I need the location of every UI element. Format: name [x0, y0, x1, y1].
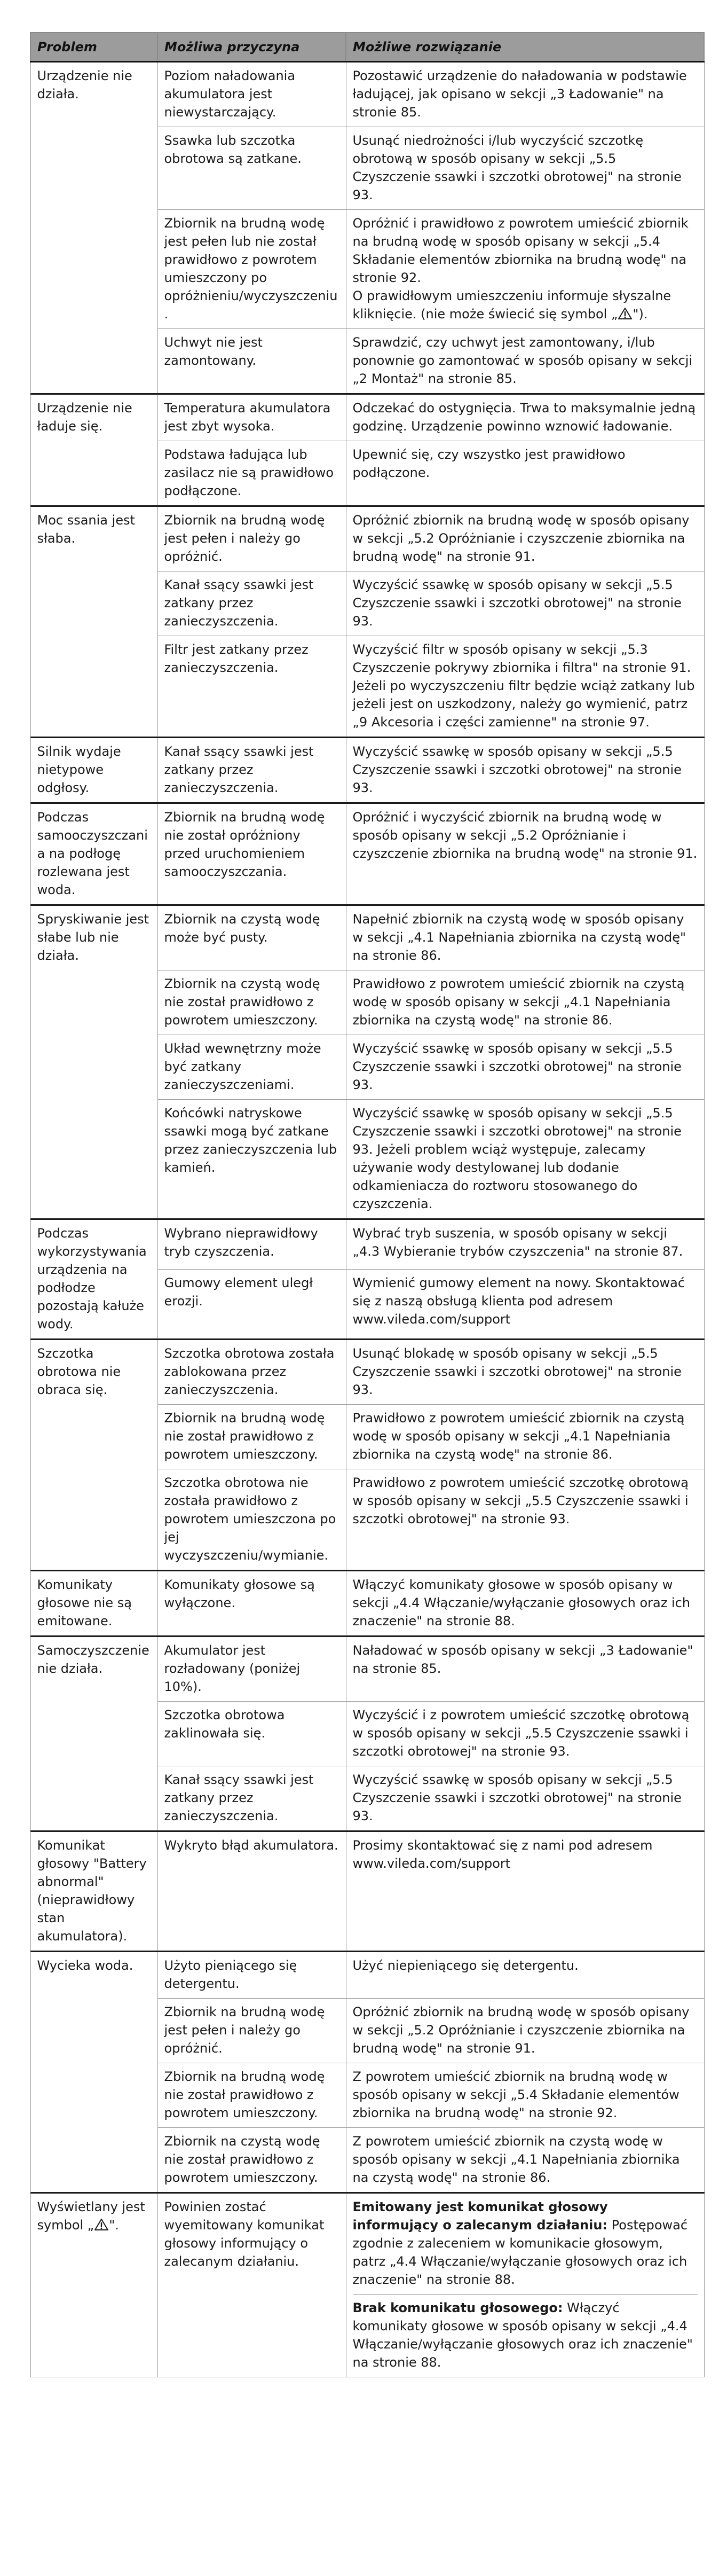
solution-cell [346, 1999, 704, 2063]
cause-cell: Filtr jest zatkany przez zanieczyszczenia. [157, 636, 346, 738]
solution-text: Usunąć blokadę w sposób opisany w sekcji „5.5 Czyszczenie ssawki i szczotki obrotowej" na stronie 93. [352, 1346, 682, 1397]
header-solution: Możliwe rozwiązanie [346, 33, 704, 62]
solution-text: Prosimy skontaktować się z nami pod adresem www.vileda.com/support [352, 1838, 653, 1871]
problem-cell: Urządzenie nie działa. [30, 62, 157, 394]
solution-cell [346, 1219, 704, 1270]
problem-cell: Moc ssania jest słaba. [30, 506, 157, 738]
cause-cell: Zbiornik na brudną wodę nie został prawidłowo z powrotem umieszczony. [157, 1405, 346, 1469]
solution-cell [346, 2063, 704, 2128]
solution-text: Napełnić zbiornik na czystą wodę w sposób opisany w sekcji „4.1 Napełniania zbiornika na czystą wodę" na stronie 86. [352, 912, 686, 963]
solution-text: Włączyć komunikaty głosowe w sposób opisany w sekcji „4.4 Włączanie/wyłączanie głosowych oraz ich znaczenie" na stronie 88. [352, 2300, 693, 2370]
table-row [30, 1219, 704, 1270]
solution-note-text: O prawidłowym umieszczeniu informuje słyszalne kliknięcie. (nie może świecić się symbol „ [352, 288, 671, 322]
solution-cell [346, 1405, 704, 1469]
table-row [30, 803, 704, 905]
table-header-row [30, 33, 704, 62]
table-row [30, 2193, 704, 2377]
problem-cell: Komunikaty głosowe nie są emitowane. [30, 1571, 157, 1637]
table-row [30, 1637, 704, 1702]
cause-cell: Zbiornik na brudną wodę jest pełen lub nie został prawidłowo z powrotem umieszczony po opróżnieniu/wyczyszczeniu. [157, 210, 346, 329]
solution-text: Prawidłowo z powrotem umieścić szczotkę obrotową w sposób opisany w sekcji „5.5 Czyszczenie ssawki i szczotki obrotowej" na stronie 93. [352, 1475, 689, 1526]
solution-cell [346, 1100, 704, 1219]
solution-text: Odczekać do ostygnięcia. Trwa to maksymalnie jedną godzinę. Urządzenie powinno wznowić ładowanie. [352, 401, 696, 434]
solution-text: Wyczyścić ssawkę w sposób opisany w sekcji „5.5 Czyszczenie ssawki i szczotki obrotowej" na stronie 93. [352, 1041, 682, 1092]
solution-text: Wymienić gumowy element na nowy. Skontaktować się z naszą obsługą klienta pod adresem www.vileda.com/support [352, 1275, 685, 1327]
table-row [30, 1571, 704, 1637]
cause-cell: Szczotka obrotowa została zablokowana przez zanieczyszczenia. [157, 1340, 346, 1405]
solution-cell [346, 329, 704, 394]
solution-paragraph [353, 2294, 698, 2371]
solution-cell [346, 970, 704, 1035]
cause-cell: Gumowy element uległ erozji. [157, 1270, 346, 1340]
solution-cell [346, 738, 704, 803]
header-cause: Możliwa przyczyna [157, 33, 346, 62]
solution-cell [346, 1702, 704, 1766]
warning-triangle-icon [618, 307, 633, 319]
solution-text: Sprawdzić, czy uchwyt jest zamontowany, i/lub ponownie go zamontować w sposób opisany w sekcji „2 Montaż" na stronie 85. [352, 335, 693, 386]
solution-note [353, 287, 698, 323]
cause-cell: Powinien zostać wyemitowany komunikat głosowy informujący o zalecanym działaniu. [157, 2193, 346, 2377]
cause-cell: Temperatura akumulatora jest zbyt wysoka. [157, 394, 346, 441]
solution-text: Wyczyścić i z powrotem umieścić szczotkę obrotową w sposób opisany w sekcji „5.5 Czyszczenie ssawki i szczotki obrotowej" na stronie 93. [352, 1708, 690, 1759]
troubleshooting-page [30, 32, 704, 2377]
solution-note-end: "). [633, 307, 648, 322]
problem-cell: Spryskiwanie jest słabe lub nie działa. [30, 905, 157, 1219]
table-row [30, 1340, 704, 1405]
problem-cell [30, 2193, 157, 2377]
solution-cell [346, 62, 704, 127]
solution-cell [346, 1270, 704, 1340]
solution-cell [346, 210, 704, 329]
solution-cell [346, 905, 704, 970]
troubleshooting-table [30, 32, 705, 2377]
table-body [30, 62, 704, 2377]
cause-cell: Kanał ssący ssawki jest zatkany przez zanieczyszczenia. [157, 738, 346, 803]
cause-cell: Zbiornik na brudną wodę jest pełen i należy go opróżnić. [157, 506, 346, 571]
cause-cell: Kanał ssący ssawki jest zatkany przez zanieczyszczenia. [157, 1766, 346, 1831]
solution-text: Opróżnić i wyczyścić zbiornik na brudną wodę w sposób opisany w sekcji „5.2 Opróżnianie i czyszczenie zbiornika na brudną wodę" na stronie 91. [352, 810, 698, 861]
cause-cell: Szczotka obrotowa zaklinowała się. [157, 1702, 346, 1766]
solution-cell [346, 1952, 704, 1999]
solution-text: Wyczyścić filtr w sposób opisany w sekcji „5.3 Czyszczenie pokrywy zbiornika i filtra" na stronie 91. Jeżeli po wyczyszczeniu filtr będzie wciąż zatkany lub jeżeli jest on uszkodzony, należy go wymienić, patrz „9 Akcesoria i części zamienne" na stronie 97. [352, 642, 695, 730]
solution-cell [346, 803, 704, 905]
solution-text: Usunąć niedrożności i/lub wyczyścić szczotkę obrotową w sposób opisany w sekcji „5.5 Czyszczenie ssawki i szczotki obrotowej" na stronie 93. [352, 133, 682, 202]
solution-text: Z powrotem umieścić zbiornik na czystą wodę w sposób opisany w sekcji „4.1 Napełniania zbiornika na czystą wodę" na stronie 86. [352, 2134, 680, 2185]
solution-cell [346, 1766, 704, 1831]
solution-text: Wyczyścić ssawkę w sposób opisany w sekcji „5.5 Czyszczenie ssawki i szczotki obrotowej" na stronie 93. [352, 577, 682, 629]
solution-text: Pozostawić urządzenie do naładowania w podstawie ładującej, jak opisano w sekcji „3 Ładowanie" na stronie 85. [352, 68, 687, 120]
cause-cell: Ssawka lub szczotka obrotowa są zatkane. [157, 127, 346, 210]
cause-cell: Poziom naładowania akumulatora jest niewystarczający. [157, 62, 346, 127]
solution-lead: Brak komunikatu głosowego: [352, 2300, 563, 2315]
solution-cell [346, 1469, 704, 1571]
solution-text: Opróżnić zbiornik na brudną wodę w sposób opisany w sekcji „5.2 Opróżnianie i czyszczenie zbiornika na brudną wodę" na stronie 91. [352, 513, 690, 564]
solution-cell [346, 394, 704, 441]
cause-cell: Podstawa ładująca lub zasilacz nie są prawidłowo podłączone. [157, 441, 346, 506]
table-row [30, 1952, 704, 1999]
solution-text: Wyczyścić ssawkę w sposób opisany w sekcji „5.5 Czyszczenie ssawki i szczotki obrotowej" na stronie 93. [352, 744, 682, 795]
solution-cell [346, 1831, 704, 1952]
problem-text-end: ". [109, 2218, 119, 2233]
solution-text: Naładować w sposób opisany w sekcji „3 Ładowanie" na stronie 85. [352, 1643, 693, 1676]
warning-triangle-icon [94, 2218, 109, 2230]
cause-cell: Zbiornik na czystą wodę może być pusty. [157, 905, 346, 970]
solution-text: Wybrać tryb suszenia, w sposób opisany w sekcji „4.3 Wybieranie trybów czyszczenia" na stronie 87. [352, 1226, 683, 1259]
table-row [30, 62, 704, 127]
solution-text: Użyć niepieniącego się detergentu. [352, 1958, 579, 1973]
solution-cell [346, 1637, 704, 1702]
solution-text: Prawidłowo z powrotem umieścić zbiornik na czystą wodę w sposób opisany w sekcji „4.1 Napełniania zbiornika na czystą wodę" na stronie 86. [352, 1411, 685, 1462]
problem-cell: Podczas samooczyszczania na podłogę rozlewana jest woda. [30, 803, 157, 905]
solution-cell [346, 1340, 704, 1405]
solution-text: Wyczyścić ssawkę w sposób opisany w sekcji „5.5 Czyszczenie ssawki i szczotki obrotowej" na stronie 93. [352, 1772, 682, 1823]
cause-cell: Uchwyt nie jest zamontowany. [157, 329, 346, 394]
solution-text: Opróżnić i prawidłowo z powrotem umieścić zbiornik na brudną wodę w sposób opisany w sekcji „5.4 Składanie elementów zbiornika na brudną wodę" na stronie 92. [352, 216, 689, 285]
solution-cell [346, 2193, 704, 2377]
solution-text: Włączyć komunikaty głosowe w sposób opisany w sekcji „4.4 Włączanie/wyłączanie głosowych oraz ich znaczenie" na stronie 88. [352, 1577, 691, 1628]
cause-cell: Szczotka obrotowa nie została prawidłowo z powrotem umieszczona po jej wyczyszczeniu/wymianie. [157, 1469, 346, 1571]
solution-text: Postępować zgodnie z zaleceniem w komunikacie głosowym, patrz „4.4 Włączanie/wyłączanie głosowych oraz ich znaczenie" na stronie 88. [352, 2218, 688, 2287]
cause-cell: Zbiornik na brudną wodę nie został prawidłowo z powrotem umieszczony. [157, 2063, 346, 2128]
problem-cell: Samoczyszczenie nie działa. [30, 1637, 157, 1831]
solution-paragraph [353, 2198, 698, 2289]
solution-text: Prawidłowo z powrotem umieścić zbiornik na czystą wodę w sposób opisany w sekcji „4.1 Napełniania zbiornika na czystą wodę" na stronie 86. [352, 976, 685, 1028]
solution-cell [346, 506, 704, 571]
solution-text: Upewnić się, czy wszystko jest prawidłowo podłączone. [352, 447, 626, 480]
solution-cell [346, 441, 704, 506]
solution-text: Z powrotem umieścić zbiornik na brudną wodę w sposób opisany w sekcji „5.4 Składanie elementów zbiornika na brudną wodę" na stronie 92. [352, 2069, 679, 2120]
solution-cell [346, 571, 704, 636]
table-row [30, 1831, 704, 1952]
cause-cell: Akumulator jest rozładowany (poniżej 10%). [157, 1637, 346, 1702]
solution-cell [346, 1035, 704, 1100]
cause-cell: Komunikaty głosowe są wyłączone. [157, 1571, 346, 1637]
table-row [30, 738, 704, 803]
problem-cell: Komunikat głosowy "Battery abnormal" (nieprawidłowy stan akumulatora). [30, 1831, 157, 1952]
table-row [30, 905, 704, 970]
solution-cell [346, 2128, 704, 2193]
cause-cell: Końcówki natryskowe ssawki mogą być zatkane przez zanieczyszczenia lub kamień. [157, 1100, 346, 1219]
cause-cell: Zbiornik na czystą wodę nie został prawidłowo z powrotem umieszczony. [157, 2128, 346, 2193]
problem-cell: Silnik wydaje nietypowe odgłosy. [30, 738, 157, 803]
cause-cell: Użyto pieniącego się detergentu. [157, 1952, 346, 1999]
solution-cell [346, 127, 704, 210]
problem-text: Wyświetlany jest symbol „ [37, 2199, 145, 2233]
header-problem: Problem [30, 33, 157, 62]
cause-cell: Kanał ssący ssawki jest zatkany przez zanieczyszczenia. [157, 571, 346, 636]
problem-cell: Urządzenie nie ładuje się. [30, 394, 157, 506]
solution-cell [346, 1571, 704, 1637]
problem-cell: Podczas wykorzystywania urządzenia na podłodze pozostają kałuże wody. [30, 1219, 157, 1340]
problem-cell: Wycieka woda. [30, 1952, 157, 2193]
table-row [30, 394, 704, 441]
cause-cell: Wybrano nieprawidłowy tryb czyszczenia. [157, 1219, 346, 1270]
solution-text: Wyczyścić ssawkę w sposób opisany w sekcji „5.5 Czyszczenie ssawki i szczotki obrotowej" na stronie 93. Jeżeli problem wciąż występuje, zalecamy używanie wody destylowanej lub dodanie odkamieniacza do roztworu stosowanego do czyszczenia. [352, 1106, 682, 1211]
solution-cell [346, 636, 704, 738]
cause-cell: Zbiornik na czystą wodę nie został prawidłowo z powrotem umieszczony. [157, 970, 346, 1035]
solution-lead: Emitowany jest komunikat głosowy informujący o zalecanym działaniu: [352, 2199, 608, 2233]
cause-cell: Wykryto błąd akumulatora. [157, 1831, 346, 1952]
solution-text: Opróżnić zbiornik na brudną wodę w sposób opisany w sekcji „5.2 Opróżnianie i czyszczenie zbiornika na brudną wodę" na stronie 91. [352, 2005, 690, 2056]
cause-cell: Zbiornik na brudną wodę jest pełen i należy go opróżnić. [157, 1999, 346, 2063]
problem-cell: Szczotka obrotowa nie obraca się. [30, 1340, 157, 1571]
cause-cell: Układ wewnętrzny może być zatkany zanieczyszczeniami. [157, 1035, 346, 1100]
cause-cell: Zbiornik na brudną wodę nie został opróżniony przed uruchomieniem samooczyszczania. [157, 803, 346, 905]
table-row [30, 506, 704, 571]
